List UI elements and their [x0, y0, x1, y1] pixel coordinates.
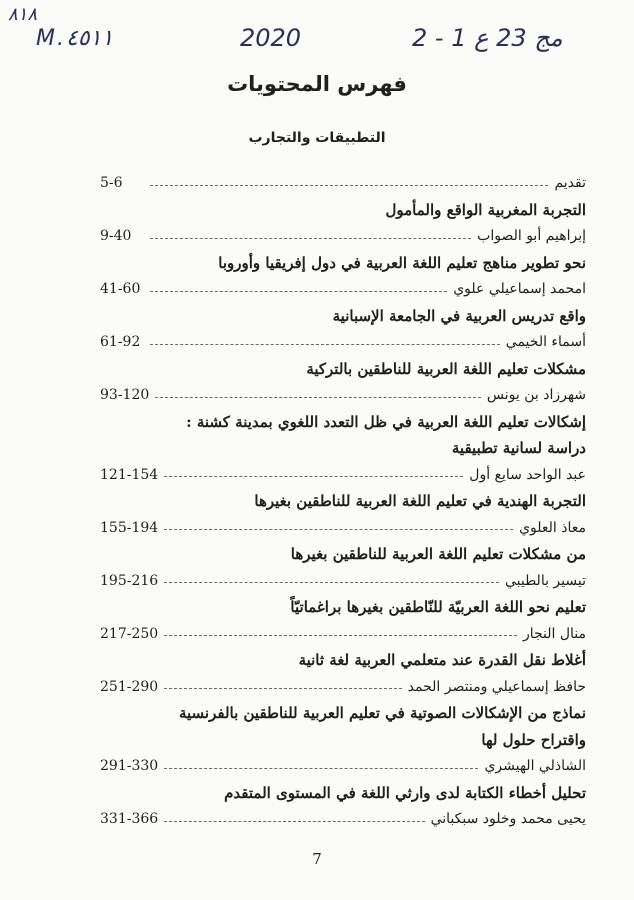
dotted-leader: [150, 344, 500, 345]
entry-pages: 61-92: [100, 334, 141, 351]
toc-title-line: [100, 700, 586, 727]
toc-title-line: [100, 647, 586, 674]
entry-pages: 331-366: [100, 811, 159, 828]
handwritten-year: 2020: [240, 24, 302, 52]
entry-pages: 121-154: [100, 466, 159, 483]
entry-author: حافظ إسماعيلي ومنتصر الحمد: [407, 678, 586, 695]
entry-author: يحيى محمد وخلود سبكباني: [430, 811, 586, 828]
dotted-leader: [164, 768, 478, 769]
entry-title: نحو تطوير مناهج تعليم اللغة العربية في دول إفريقيا وأوروبا: [218, 253, 586, 272]
handwritten-issue-date: مج 23 ع 1 - 2: [412, 24, 563, 52]
entry-pages: 217-250: [100, 625, 159, 642]
entry-pages: 5-6: [100, 175, 123, 192]
toc-title-line: [100, 409, 586, 436]
entry-author: إبراهيم أبو الصواب: [477, 228, 586, 245]
toc-entry: [100, 329, 586, 356]
entry-pages: 41-60: [100, 281, 141, 298]
toc-entry: [100, 276, 586, 303]
entry-author: معاذ العلوي: [519, 519, 586, 536]
dotted-leader: [150, 291, 447, 292]
entry-author: الشاذلي الهيشري: [484, 758, 586, 775]
entry-author: عبد الواحد سايع أول: [469, 466, 586, 483]
toc-entry: [100, 568, 586, 595]
entry-title: أغلاط نقل القدرة عند متعلمي العربية لغة ثانية: [298, 651, 586, 670]
entry-title: تعليم نحو اللغة العربيّة للنّاطقين بغيرها براغماتيّاً: [290, 598, 586, 617]
toc-title-line: [100, 197, 586, 224]
dotted-leader: [150, 238, 471, 239]
entry-pages: 155-194: [100, 519, 159, 536]
entry-title: من مشكلات تعليم اللغة العربية للناطقين بغيرها: [290, 545, 586, 564]
entry-pages: 195-216: [100, 572, 159, 589]
section-heading: التطبيقات والتجارب: [248, 130, 386, 146]
toc-entry: [100, 170, 586, 197]
toc-title-line: [100, 356, 586, 383]
table-of-contents: [100, 170, 586, 833]
entry-pages: 93-120: [100, 387, 150, 404]
toc-title-line: [100, 488, 586, 515]
toc-entry: [100, 753, 586, 780]
entry-author: تيسير بالطيبي: [504, 572, 586, 589]
dotted-leader: [164, 476, 463, 477]
entry-title: واقع تدريس العربية في الجامعة الإسبانية: [332, 306, 586, 325]
page-number: 7: [312, 850, 322, 868]
dotted-leader: [164, 582, 499, 583]
toc-entry: [100, 462, 586, 489]
toc-title-line: [100, 780, 586, 807]
page-title: فهرس المحتويات: [227, 72, 407, 96]
entry-title: دراسة لسانية تطبيقية: [451, 439, 586, 458]
entry-title: إشكالات تعليم اللغة العربية في ظل التعدد اللغوي بمدينة كشنة :: [186, 412, 586, 431]
entry-title: واقتراح حلول لها: [481, 730, 586, 749]
toc-title-line: [100, 727, 586, 754]
dotted-leader: [164, 635, 517, 636]
entry-pages: 251-290: [100, 678, 159, 695]
entry-title: التجربة المغربية الواقع والمأمول: [385, 200, 586, 219]
dotted-leader: [164, 821, 424, 822]
entry-pages: 9-40: [100, 228, 132, 245]
toc-entry: [100, 621, 586, 648]
entry-title: نماذج من الإشكالات الصوتية في تعليم العربية للناطقين بالفرنسية: [178, 704, 586, 723]
entry-author: امحمد إسماعيلي علوي: [453, 281, 586, 298]
handwritten-number: ٨١٨: [8, 4, 38, 25]
toc-entry: [100, 674, 586, 701]
dotted-leader: [155, 397, 481, 398]
toc-entry: [100, 223, 586, 250]
dotted-leader: [164, 688, 401, 689]
toc-entry: [100, 806, 586, 833]
entry-title: التجربة الهندية في تعليم اللغة العربية للناطقين بغيرها: [254, 492, 586, 511]
entry-title: مشكلات تعليم اللغة العربية للناطقين بالتركية: [306, 359, 586, 378]
toc-entry: [100, 515, 586, 542]
handwritten-reference: M.٤٥١١: [36, 26, 114, 51]
toc-title-line: [100, 435, 586, 462]
dotted-leader: [164, 529, 513, 530]
entry-pages: 291-330: [100, 758, 159, 775]
toc-entry: [100, 382, 586, 409]
entry-author: شهرزاد بن يونس: [486, 387, 586, 404]
toc-title-line: [100, 594, 586, 621]
entry-author: تقديم: [554, 175, 586, 192]
toc-title-line: [100, 303, 586, 330]
entry-author: أسماء الخيمي: [505, 334, 586, 351]
entry-title: تحليل أخطاء الكتابة لدى وارثي اللغة في المستوى المتقدم: [224, 783, 586, 802]
toc-title-line: [100, 250, 586, 277]
entry-author: منال النجار: [522, 625, 586, 642]
toc-title-line: [100, 541, 586, 568]
dotted-leader: [150, 185, 548, 186]
